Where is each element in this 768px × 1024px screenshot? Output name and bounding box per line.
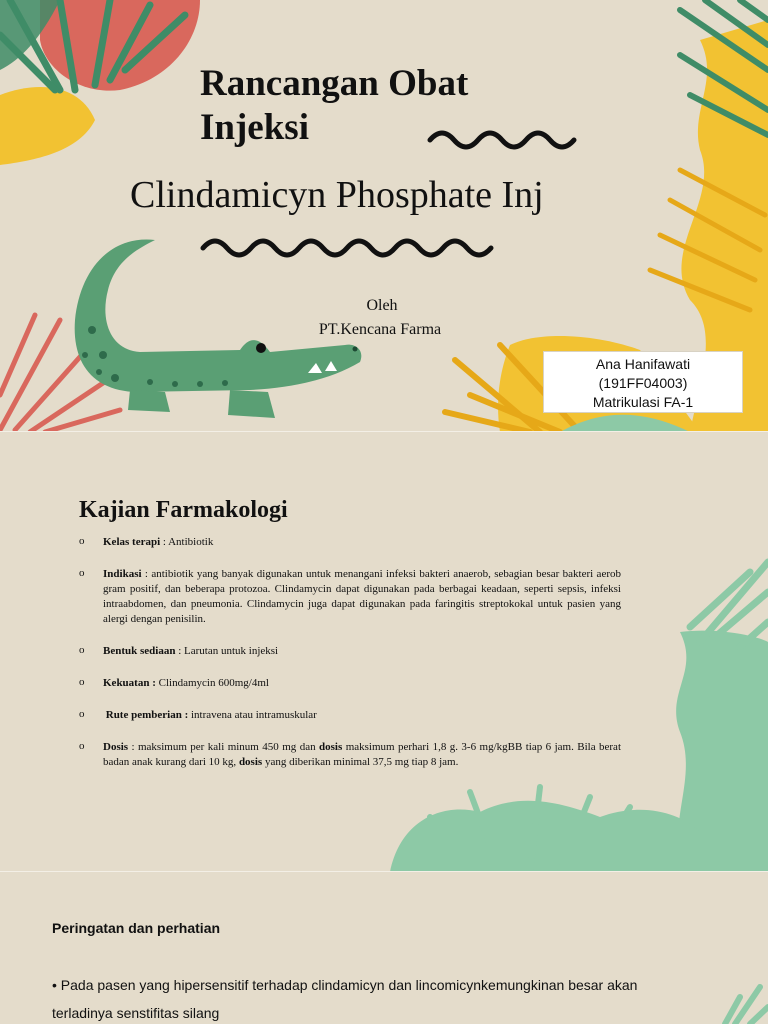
item-label: Kekuatan : (103, 677, 156, 689)
author-id: (191FF04003) (598, 375, 688, 391)
by-label: Oleh (366, 297, 398, 314)
list-item: o Kelas terapi : Antibiotik (79, 535, 214, 548)
author-program: Matrikulasi FA-1 (592, 394, 694, 410)
drug-subtitle: Clindamicyn Phosphate Inj (130, 174, 544, 216)
item-text: Antibiotik (168, 536, 214, 548)
bullet-icon: o (79, 740, 85, 752)
list-item: o Bentuk sediaan : Larutan untuk injeksi (79, 644, 279, 657)
author-box (543, 351, 743, 413)
list-item: o Indikasi : antibiotik yang banyak digunakan untuk menangani infeksi bakteri anaerob, sebagian besar bakteri aerob gram positif, dan beberapa protozoa. Clindamycin dapat digunakan pada berbagai keadaan, seperti sepsis, infeksi intraabdomen, dan pneumonia. Clindamycin juga dapat digunakan pada faringitis streptokokal untuk pasien yang alergi dengan penisilin. (79, 567, 621, 625)
bullet-icon: o (79, 535, 85, 547)
pharmacology-list (79, 535, 621, 787)
pharmacology-slide (0, 432, 768, 872)
company-name: PT.Kencana Farma (318, 321, 442, 338)
item-text: antibiotik yang banyak digunakan untuk menangani infeksi bakteri anaerob, sebagian besar bakteri aerob gram positif, dan beberapa protozoa. Clindamycin dapat digunakan pada berbagai keadaan, seperti sepsis, infeksi intraabdomen, dan pneumonia. Clindamycin juga dapat digunakan pada faringitis streptokokal untuk pasien yang alergi dengan penisilin. (103, 568, 621, 625)
item-label: Kelas terapi (103, 536, 161, 548)
item-label: Bentuk sediaan (103, 645, 176, 657)
bullet-icon: o (79, 644, 85, 656)
list-item: o Dosis : maksimum per kali minum 450 mg dan dosis maksimum perhari 1,8 g. 3-6 mg/kgBB tiap 6 jam. Bila berat badan anak kurang dari 10 kg, dosis yang diberikan minimal 37,5 mg tiap 8 jam. (79, 740, 621, 768)
item-label: Dosis (103, 741, 129, 753)
item-text: Clindamycin 600mg/4ml (158, 677, 269, 689)
presentation-title: Rancangan Obat Injeksi (200, 63, 469, 148)
warnings-text: • Pada pasen yang hipersensitif terhadap clindamicyn dan lincomicynkemungkinan besar akan terladinya senstifitas silang (52, 977, 638, 1021)
list-item (79, 676, 621, 691)
byline (300, 294, 460, 342)
bullet-icon: o (79, 567, 85, 579)
bullet-icon: o (79, 676, 85, 688)
item-text: Larutan untuk injeksi (184, 645, 279, 657)
title-slide (0, 0, 768, 432)
item-label: Rute pemberian : (105, 709, 189, 721)
item-text: intravena atau intramuskular (191, 709, 317, 721)
section-heading: Kajian Farmakologi (79, 497, 288, 523)
bullet-icon: o (79, 708, 85, 720)
item-label: Indikasi (103, 568, 142, 580)
author-name: Ana Hanifawati (595, 356, 691, 372)
warnings-heading: Peringatan dan perhatian (52, 920, 221, 936)
warnings-slide (0, 872, 768, 1024)
list-item (79, 708, 621, 723)
